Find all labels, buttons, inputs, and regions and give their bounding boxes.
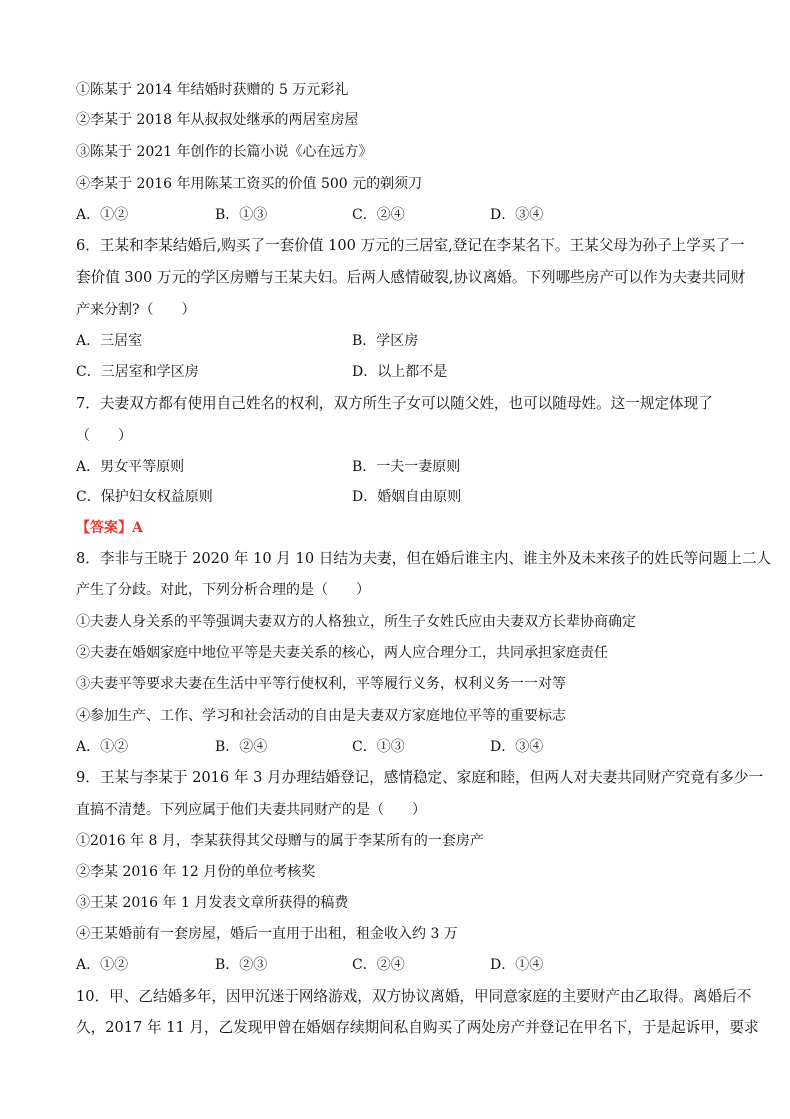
q5-statement-4: ④李某于 2016 年用陈某工资买的价值 500 元的剃须刀 — [76, 176, 423, 192]
q9-option-b: B．②③ — [215, 957, 268, 973]
q10-stem-line-1: 10．甲、乙结婚多年，因甲沉迷于网络游戏，双方协议离婚，甲同意家庭的主要财产由乙取得。离婚后不 — [76, 988, 752, 1005]
q8-statement-3: ③夫妻平等要求夫妻在生活中平等行使权利，平等履行义务，权利义务一一对等 — [76, 676, 566, 692]
q8-stem-line-2: 产生了分歧。对此，下列分析合理的是（ ） — [76, 582, 370, 598]
q7-stem-line-2: （ ） — [76, 428, 132, 444]
q8-option-b: B．②④ — [215, 739, 268, 755]
q5-option-c: C．②④ — [352, 207, 405, 223]
q5-option-d: D．③④ — [490, 207, 544, 223]
q8-stem-line-1: 8．李非与王晓于 2020 年 10 月 10 日结为夫妻，但在婚后谁主内、谁主外及未来孩子的姓氏等问题上二人 — [76, 550, 772, 567]
q7-option-c: C．保护妇女权益原则 — [76, 489, 213, 505]
q8-option-c: C．①③ — [352, 739, 405, 755]
q8-option-a: A．①② — [76, 739, 129, 755]
q9-stem-line-2: 直搞不清楚。下列应属于他们夫妻共同财产的是（ ） — [76, 802, 426, 818]
q6-option-d: D．以上都不是 — [352, 364, 448, 380]
q7-option-b: B．一夫一妻原则 — [352, 459, 461, 475]
q8-statement-1: ①夫妻人身关系的平等强调夫妻双方的人格独立，所生子女姓氏应由夫妻双方长辈协商确定 — [76, 614, 636, 630]
q6-option-c: C．三居室和学区房 — [76, 364, 199, 380]
q9-statement-2: ②李某 2016 年 12 月份的单位考核奖 — [76, 864, 316, 880]
q9-option-c: C．②④ — [352, 957, 405, 973]
q6-stem-line-1: 6．王某和李某结婚后,购买了一套价值 100 万元的三居室,登记在李某名下。王某父母为孙子上学买了一 — [76, 237, 745, 254]
q9-option-a: A．①② — [76, 957, 129, 973]
q9-statement-3: ③王某 2016 年 1 月发表文章所获得的稿费 — [76, 895, 349, 911]
q5-statement-2: ②李某于 2018 年从叔叔处继承的两居室房屋 — [76, 112, 359, 128]
q6-option-b: B．学区房 — [352, 333, 419, 349]
q9-stem-line-1: 9．王某与李某于 2016 年 3 月办理结婚登记，感情稳定、家庭和睦，但两人对夫妻共同财产究竟有多少一 — [76, 769, 764, 786]
q7-option-d: D．婚姻自由原则 — [352, 489, 462, 505]
q10-stem-line-2: 久，2017 年 11 月，乙发现甲曾在婚姻存续期间私自购买了两处房产并登记在甲名下，于是起诉甲，要求 — [76, 1019, 759, 1036]
q8-statement-4: ④参加生产、工作、学习和社会活动的自由是夫妻双方家庭地位平等的重要标志 — [76, 708, 566, 724]
q5-option-a: A．①② — [76, 207, 129, 223]
q6-stem-line-3: 产来分割?（ ） — [76, 302, 196, 318]
q6-stem-line-2: 套价值 300 万元的学区房赠与王某夫妇。后两人感情破裂,协议离婚。下列哪些房产可以作为夫妻共同财 — [76, 269, 746, 286]
q9-option-d: D．①④ — [490, 957, 544, 973]
q7-answer: 【答案】A — [76, 520, 143, 536]
q5-option-b: B．①③ — [215, 207, 268, 223]
q8-statement-2: ②夫妻在婚姻家庭中地位平等是夫妻关系的核心，两人应合理分工，共同承担家庭责任 — [76, 645, 608, 661]
q6-option-a: A．三居室 — [76, 333, 143, 349]
q9-statement-1: ①2016 年 8 月，李某获得其父母赠与的属于李某所有的一套房产 — [76, 833, 484, 849]
q9-statement-4: ④王某婚前有一套房屋，婚后一直用于出租，租金收入约 3 万 — [76, 926, 458, 942]
q5-statement-3: ③陈某于 2021 年创作的长篇小说《心在远方》 — [76, 144, 373, 160]
q7-option-a: A．男女平等原则 — [76, 459, 185, 475]
q7-stem-line-1: 7．夫妻双方都有使用自己姓名的权利，双方所生子女可以随父姓，也可以随母姓。这一规定体现了 — [76, 395, 713, 412]
q8-option-d: D．③④ — [490, 739, 544, 755]
q5-statement-1: ①陈某于 2014 年结婚时获赠的 5 万元彩礼 — [76, 82, 349, 98]
